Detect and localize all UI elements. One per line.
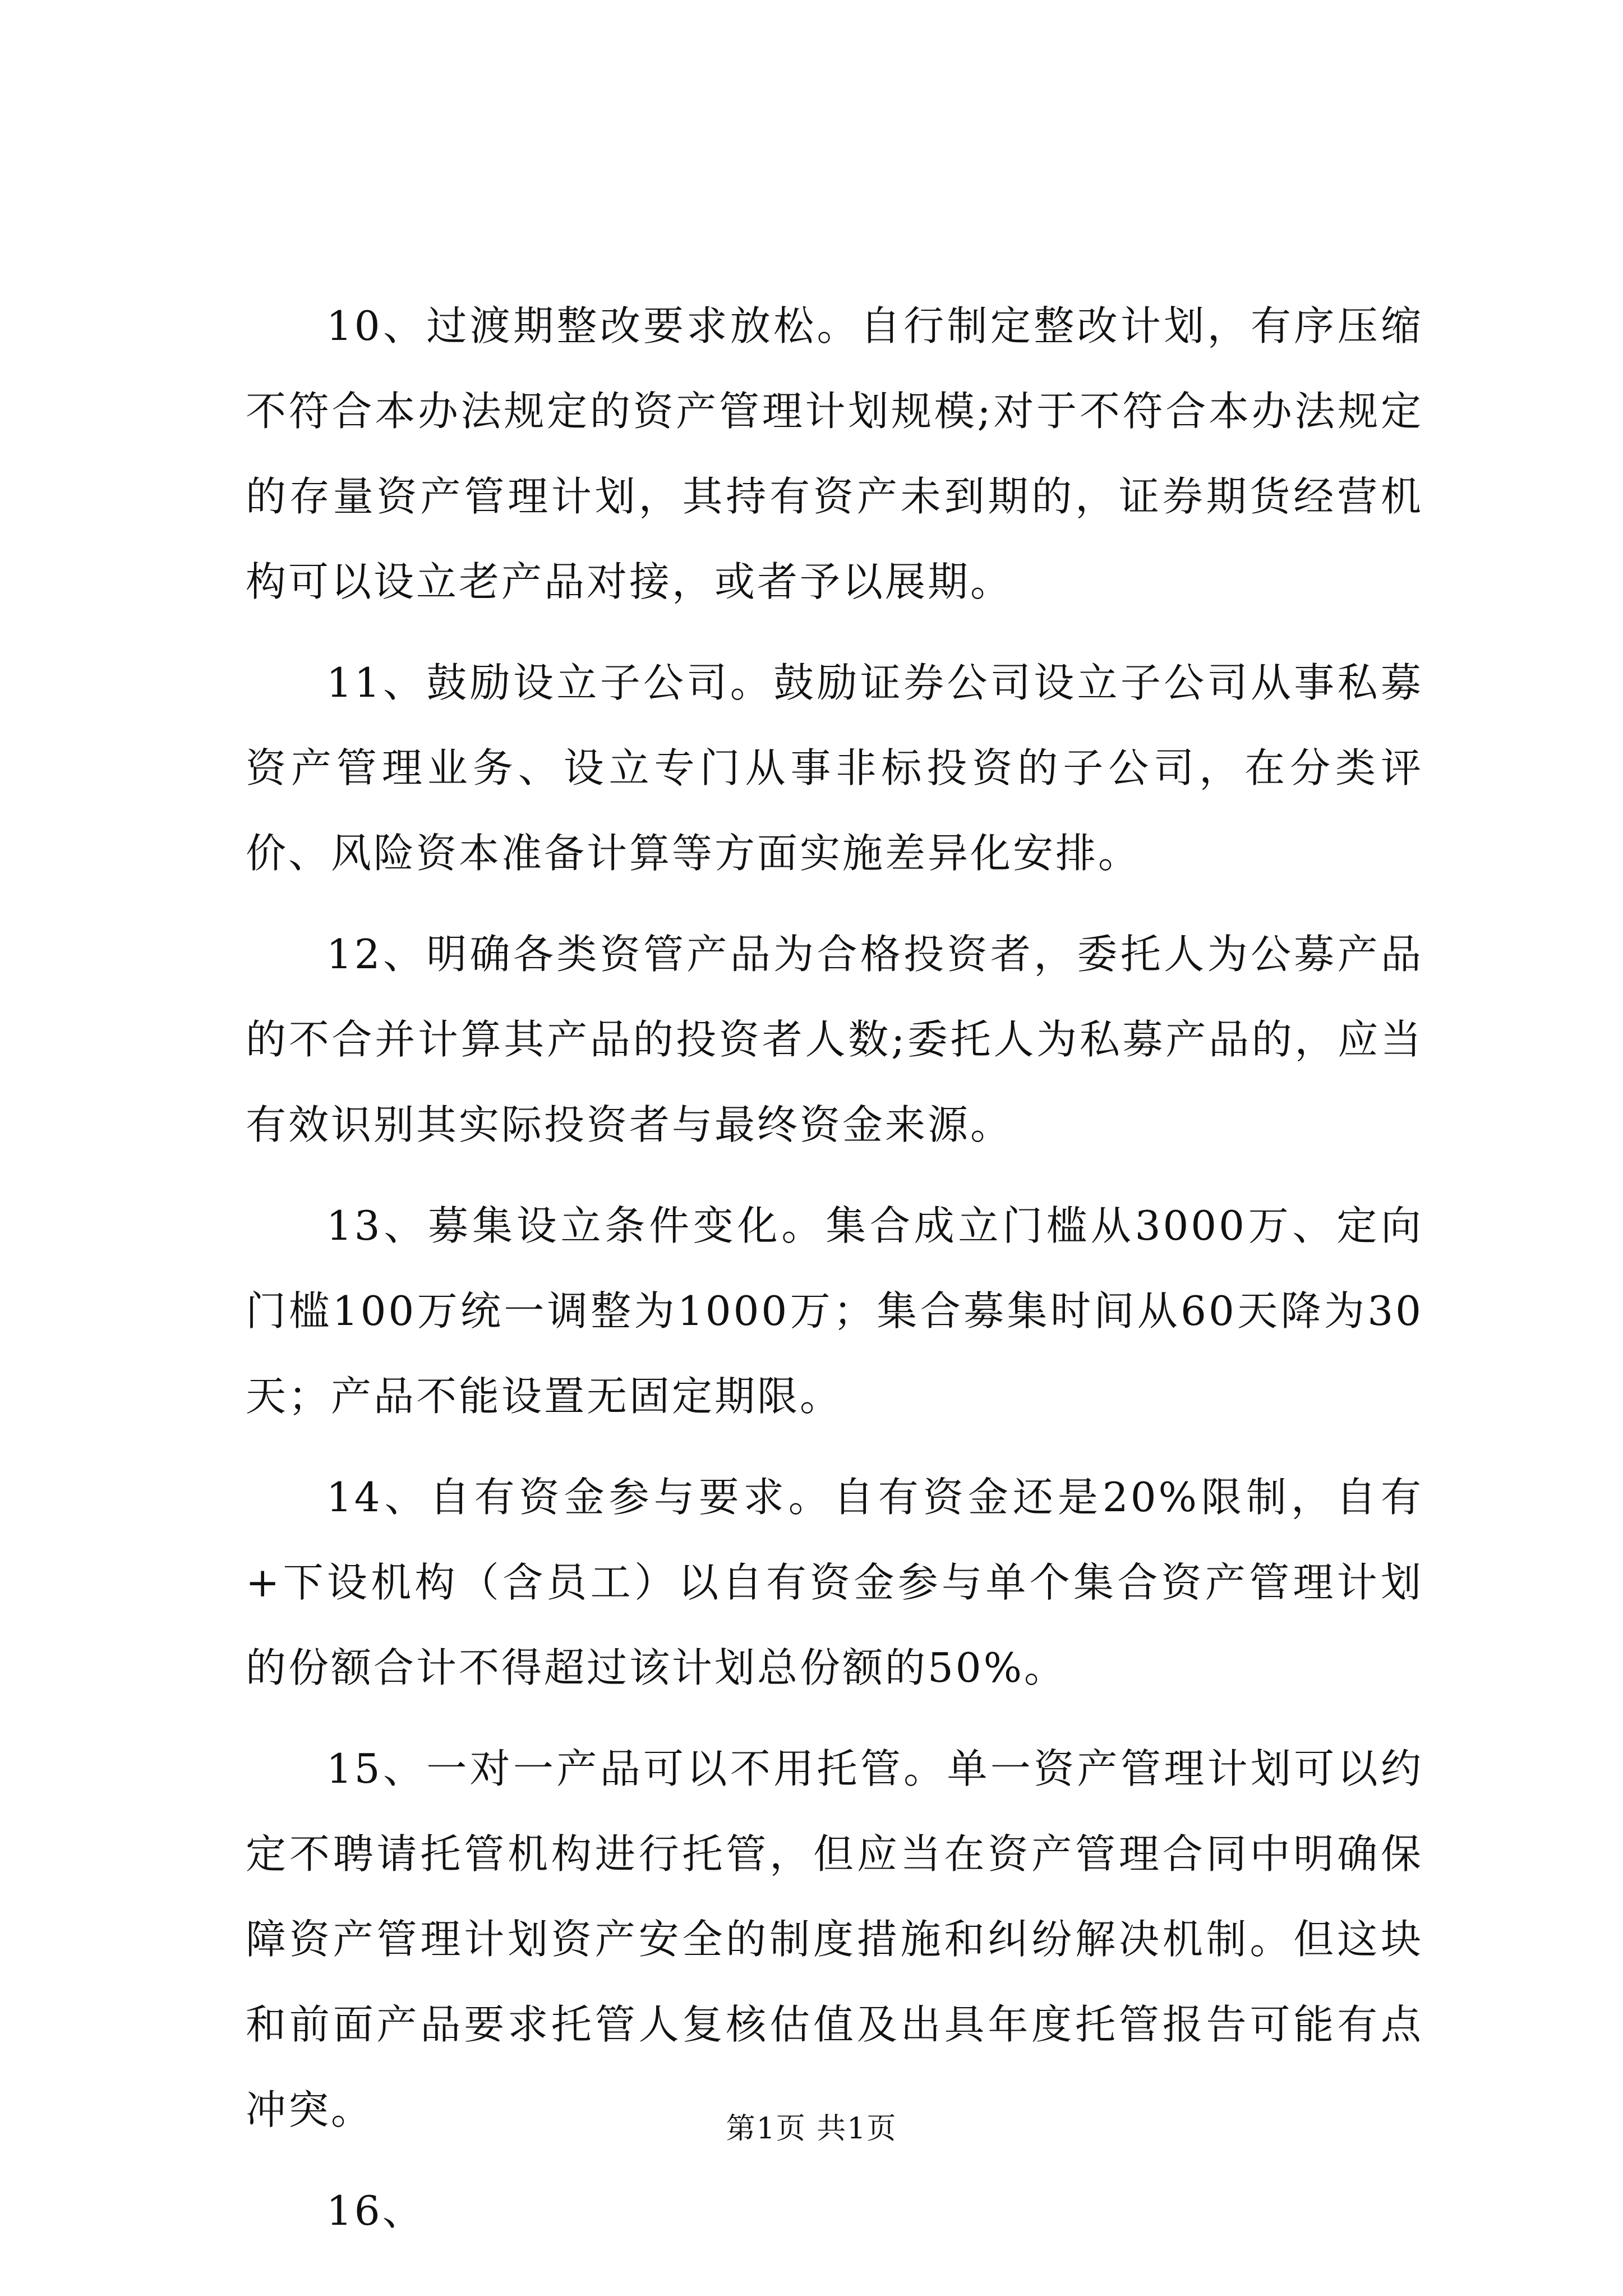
paragraph-11: 11、鼓励设立子公司。鼓励证券公司设立子公司从事私募资产管理业务、设立专门从事非标投资的子公司，在分类评价、风险资本准备计算等方面实施差异化安排。 xyxy=(246,659,1423,877)
paragraph-14: 14、自有资金参与要求。自有资金还是20%限制，自有+下设机构（含员工）以自有资金参与单个集合资产管理计划的份额合计不得超过该计划总份额的50%。 xyxy=(246,1474,1423,1691)
paragraph-13: 13、募集设立条件变化。集合成立门槛从3000万、定向门槛100万统一调整为1000万；集合募集时间从60天降为30天；产品不能设置无固定期限。 xyxy=(246,1202,1423,1420)
paragraph-16: 16、 xyxy=(326,2187,425,2234)
paragraph-10: 10、过渡期整改要求放松。自行制定整改计划，有序压缩不符合本办法规定的资产管理计划规模;对于不符合本办法规定的存量资产管理计划，其持有资产未到期的，证券期货经营机构可以设立老产品对接，或者予以展期。 xyxy=(246,302,1423,605)
paragraph-15: 15、一对一产品可以不用托管。单一资产管理计划可以约定不聘请托管机构进行托管，但应当在资产管理合同中明确保障资产管理计划资产安全的制度措施和纠纷解决机制。但这块和前面产品要求托管人复核估值及出具年度托管报告可能有点冲突。 xyxy=(246,1745,1423,2133)
document-body xyxy=(246,283,1423,2269)
paragraph-12: 12、明确各类资管产品为合格投资者，委托人为公募产品的不合并计算其产品的投资者人数;委托人为私募产品的，应当有效识别其实际投资者与最终资金来源。 xyxy=(246,931,1423,1148)
page-number-footer: 第1页 共1页 xyxy=(726,2112,897,2146)
